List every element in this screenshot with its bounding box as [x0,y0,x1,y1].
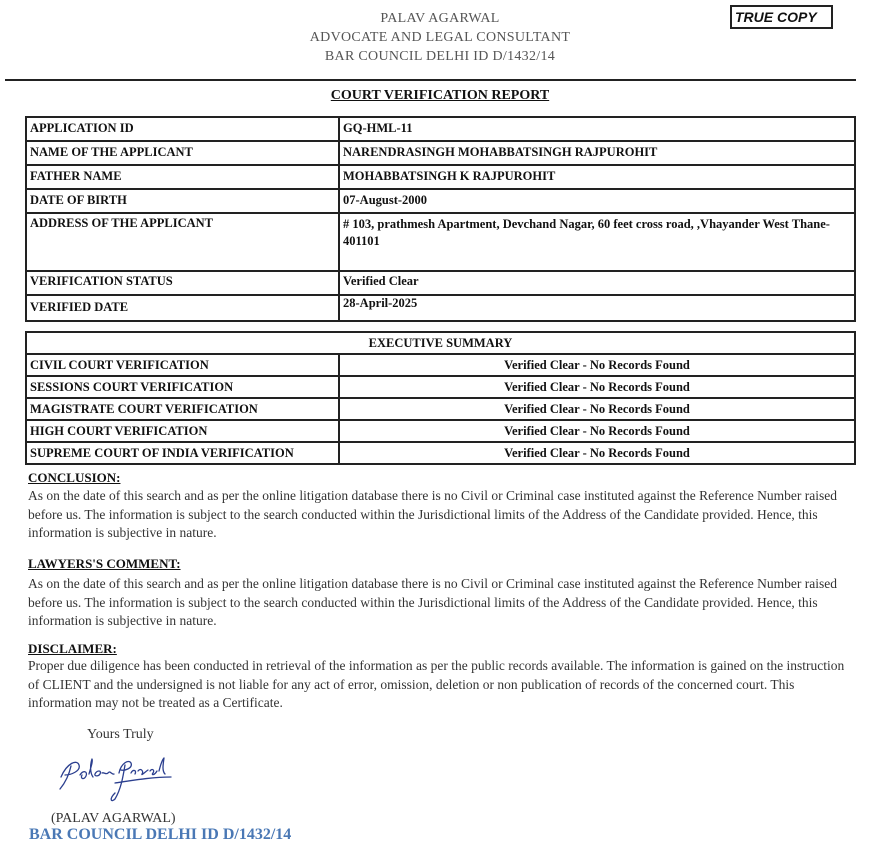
conclusion-text: As on the date of this search and as per the online litigation database there is no Civil or Criminal case instituted against the Reference Number raised before us. The information is subject to the search conducted within the Jurisdictional limits of the Address of the Candidate provided. Hence, this information is subjective in nature. [28,488,838,540]
table-row [26,141,855,165]
summary-label: HIGH COURT VERIFICATION [26,420,339,442]
disclaimer-heading: DISCLAIMER: [28,641,117,656]
table-row [26,165,855,189]
summary-title: EXECUTIVE SUMMARY [26,332,855,354]
summary-label: CIVIL COURT VERIFICATION [26,354,339,376]
summary-value: Verified Clear - No Records Found [339,376,855,398]
table-row [26,420,855,442]
summary-label: SUPREME COURT OF INDIA VERIFICATION [26,442,339,464]
detail-label: APPLICATION ID [26,117,339,141]
summary-value: Verified Clear - No Records Found [339,398,855,420]
signatory-name: (PALAV AGARWAL) [51,811,176,826]
executive-summary-table [25,331,856,465]
table-row [26,354,855,376]
disclaimer-text: Proper due diligence has been conducted in retrieval of the information as per the public records available. The information is gained on the instruction of CLIENT and the undersigned is not liable for any act of error, omission, deletion or non publication of records of the concerned court. This information may not be treated as a Certificate. [28,658,845,710]
table-row [26,442,855,464]
detail-label: VERIFICATION STATUS [26,271,339,295]
table-row [26,376,855,398]
detail-value: 28-April-2025 [339,295,855,321]
lawyers-comment-text: As on the date of this search and as per the online litigation database there is no Civil or Criminal case instituted against the Reference Number raised before us. The information is subject to the search conducted within the Jurisdictional limits of the Address of the Candidate provided. Hence, this information is subjective in nature. [28,576,838,628]
table-row [26,189,855,213]
report-title: COURT VERIFICATION REPORT [330,88,550,103]
conclusion-heading: CONCLUSION: [28,470,121,485]
detail-value: GQ-HML-11 [339,117,855,141]
handwritten-signature-icon [55,753,180,810]
true-copy-stamp: TRUE COPY [730,5,833,29]
detail-label: VERIFIED DATE [26,295,339,321]
summary-header-row [26,332,855,354]
advocate-bar-id: BAR COUNCIL DELHI ID D/1432/14 [324,49,556,64]
table-row [26,271,855,295]
table-row [26,398,855,420]
signatory-bar-id: BAR COUNCIL DELHI ID D/1432/14 [29,826,292,843]
table-row [26,117,855,141]
advocate-designation: ADVOCATE AND LEGAL CONSULTANT [309,30,571,45]
detail-value: NARENDRASINGH MOHABBATSINGH RAJPUROHIT [339,141,855,165]
applicant-details-table [25,116,856,322]
table-row [26,295,855,321]
detail-label: FATHER NAME [26,165,339,189]
detail-value: # 103, prathmesh Apartment, Devchand Nagar, 60 feet cross road, ,Vhayander West Thane-401101 [339,213,855,271]
detail-value: 07-August-2000 [339,189,855,213]
detail-label: DATE OF BIRTH [26,189,339,213]
closing-salutation: Yours Truly [87,727,154,742]
detail-label: NAME OF THE APPLICANT [26,141,339,165]
summary-value: Verified Clear - No Records Found [339,420,855,442]
summary-label: MAGISTRATE COURT VERIFICATION [26,398,339,420]
summary-label: SESSIONS COURT VERIFICATION [26,376,339,398]
advocate-name: PALAV AGARWAL [380,11,500,26]
table-row [26,213,855,271]
detail-value: Verified Clear [339,271,855,295]
lawyers-comment-heading: LAWYERS'S COMMENT: [28,556,181,571]
detail-value: MOHABBATSINGH K RAJPUROHIT [339,165,855,189]
header-divider [5,79,856,81]
summary-value: Verified Clear - No Records Found [339,354,855,376]
detail-label: ADDRESS OF THE APPLICANT [26,213,339,271]
summary-value: Verified Clear - No Records Found [339,442,855,464]
